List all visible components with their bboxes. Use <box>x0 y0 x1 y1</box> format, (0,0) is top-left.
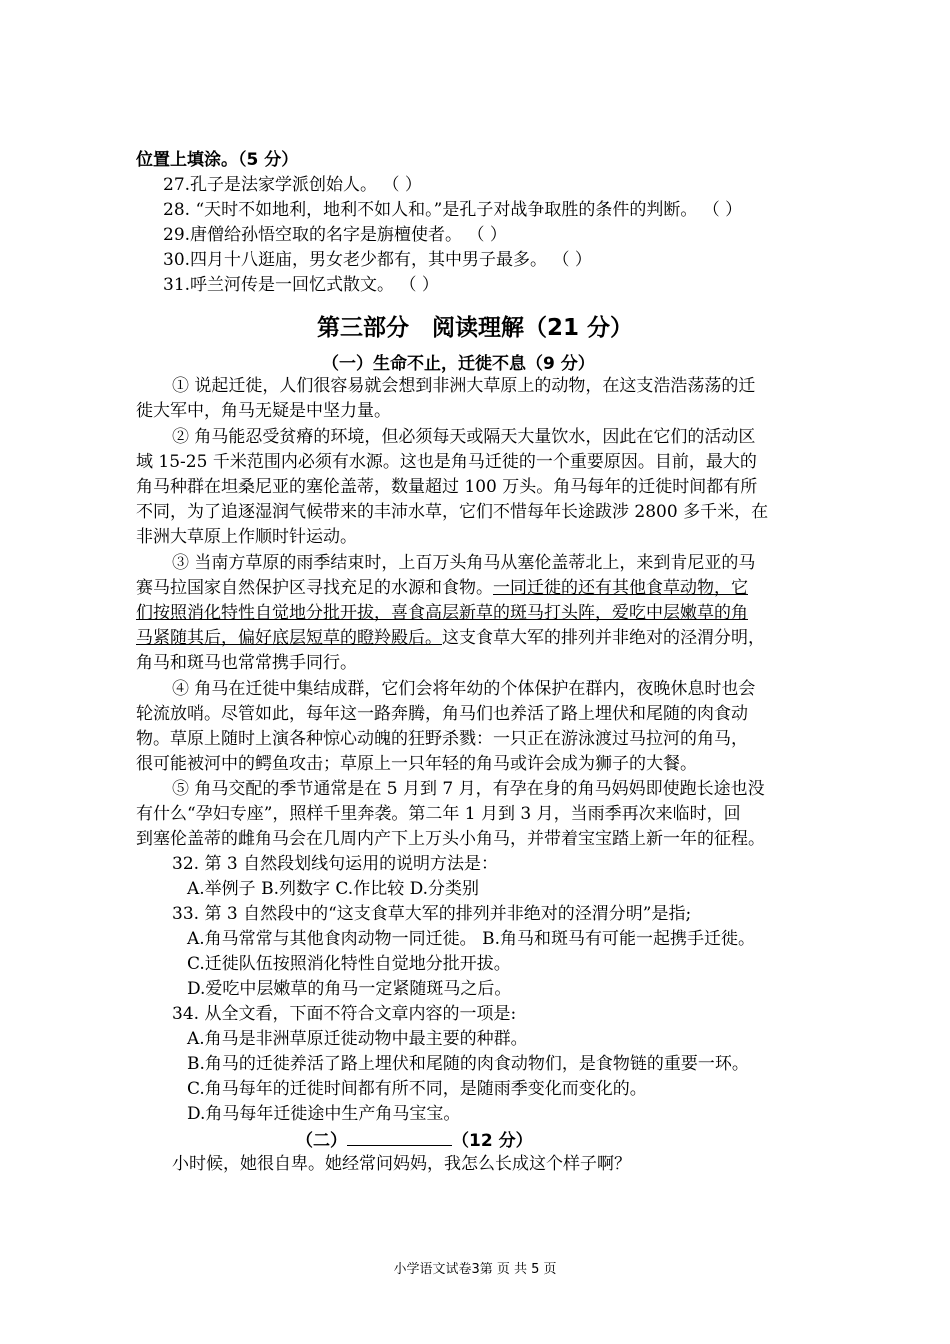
para3-line5: 角马和斑马也常常携手同行。 <box>136 653 357 673</box>
para4-line4: 很可能被河中的鳄鱼攻击；草原上一只年轻的角马或许会成为狮子的大餐。 <box>136 754 697 774</box>
question-34-option-a: A.角马是非洲草原迁徙动物中最主要的种群。 <box>187 1029 528 1049</box>
para3-line4 <box>136 626 765 650</box>
question-29: 29.唐僧给孙悟空取的名字是旃檀使者。 （ ） <box>163 225 507 245</box>
para3-line2-text: 赛马拉国家自然保护区寻找充足的水源和食物。 <box>136 578 493 598</box>
section2-first-line: 小时候，她很自卑。她经常问妈妈，我怎么长成这个样子啊？ <box>172 1154 631 1174</box>
para1-line2: 徙大军中，角马无疑是中坚力量。 <box>136 401 391 421</box>
section1-heading: （一）生命不止，迁徙不息（9 分） <box>322 354 595 374</box>
para3-line4-text: 这支食草大军的排列并非绝对的泾渭分明， <box>442 628 765 648</box>
question-34-option-d: D.角马每年迁徙途中生产角马宝宝。 <box>187 1104 461 1124</box>
para3-line2 <box>136 576 748 600</box>
question-33-options-ab: A.角马常常与其他食肉动物一同迁徙。 B.角马和斑马有可能一起携手迁徙。 <box>187 929 755 949</box>
para5-line1: ⑤ 角马交配的季节通常是在 5 月到 7 月，有孕在身的角马妈妈即使跑长途也没 <box>172 779 765 799</box>
para1-line1: ① 说起迁徙，人们很容易就会想到非洲大草原上的动物，在这支浩浩荡荡的迁 <box>172 376 756 396</box>
para2-line2: 域 15-25 千米范围内必须有水源。这也是角马迁徙的一个重要原因。目前，最大的 <box>136 452 757 472</box>
section2-heading-left: （二） <box>296 1131 347 1151</box>
question-30: 30.四月十八逛庙，男女老少都有，其中男子最多。 （ ） <box>163 250 592 270</box>
para4-line2: 轮流放哨。尽管如此，每年这一路奔腾，角马们也养活了路上埋伏和尾随的肉食动 <box>136 704 748 724</box>
question-33: 33. 第 3 自然段中的“这支食草大军的排列并非绝对的泾渭分明”是指; <box>172 904 692 924</box>
question-27: 27.孔子是法家学派创始人。 （ ） <box>163 175 422 195</box>
underlined-sentence-part1: 一同迁徙的还有其他食草动物，它 <box>493 578 748 598</box>
question-34: 34. 从全文看，下面不符合文章内容的一项是: <box>172 1004 517 1024</box>
section2-heading <box>296 1126 533 1151</box>
part3-title: 第三部分 阅读理解（21 分） <box>316 315 633 341</box>
para3-line1: ③ 当南方草原的雨季结束时，上百万头角马从塞伦盖蒂北上，来到肯尼亚的马 <box>172 553 756 573</box>
part2-instruction: 位置上填涂。（5 分） <box>136 150 299 170</box>
para2-line5: 非洲大草原上作顺时针运动。 <box>136 527 357 547</box>
para2-line4: 不同，为了追逐湿润气候带来的丰沛水草，它们不惜每年长途跋涉 2800 多千米，在 <box>136 502 769 522</box>
question-28: 28. “天时不如地利，地利不如人和。”是孔子对战争取胜的条件的判断。 （ ） <box>163 200 743 220</box>
section2-heading-right: （12 分） <box>452 1131 533 1151</box>
title-blank[interactable] <box>347 1129 452 1146</box>
question-32-options: A.举例子 B.列数字 C.作比较 D.分类别 <box>187 879 480 899</box>
para2-line1: ② 角马能忍受贫瘠的环境，但必须每天或隔天大量饮水，因此在它们的活动区 <box>172 427 756 447</box>
question-34-option-b: B.角马的迁徙养活了路上埋伏和尾随的肉食动物们，是食物链的重要一环。 <box>187 1054 749 1074</box>
para5-line2: 有什么“孕妇专座”，照样千里奔袭。第二年 1 月到 3 月，当雨季再次来临时，回 <box>136 804 741 824</box>
para4-line1: ④ 角马在迁徙中集结成群，它们会将年幼的个体保护在群内，夜晚休息时也会 <box>172 679 756 699</box>
underlined-sentence-part2: 们按照消化特性自觉地分批开拔，喜食高层新草的斑马打头阵，爱吃中层嫩草的角 <box>136 603 748 623</box>
page-footer: 小学语文试卷3第 页 共 5 页 <box>393 1262 557 1277</box>
question-33-option-c: C.迁徙队伍按照消化特性自觉地分批开拔。 <box>187 954 511 974</box>
question-34-option-c: C.角马每年的迁徙时间都有所不同，是随雨季变化而变化的。 <box>187 1079 647 1099</box>
question-33-option-d: D.爱吃中层嫩草的角马一定紧随斑马之后。 <box>187 979 512 999</box>
question-31: 31.呼兰河传是一回忆式散文。 （ ） <box>163 275 439 295</box>
para2-line3: 角马种群在坦桑尼亚的塞伦盖蒂，数量超过 100 万头。角马每年的迁徙时间都有所 <box>136 477 758 497</box>
question-32: 32. 第 3 自然段划线句运用的说明方法是： <box>172 854 499 874</box>
para5-line3: 到塞伦盖蒂的雌角马会在几周内产下上万头小角马，并带着宝宝踏上新一年的征程。 <box>136 829 765 849</box>
underlined-sentence-part3: 马紧随其后，偏好底层短草的瞪羚殿后。 <box>136 628 442 648</box>
para4-line3: 物。草原上随时上演各种惊心动魄的狂野杀戮：一只正在游泳渡过马拉河的角马， <box>136 729 748 749</box>
